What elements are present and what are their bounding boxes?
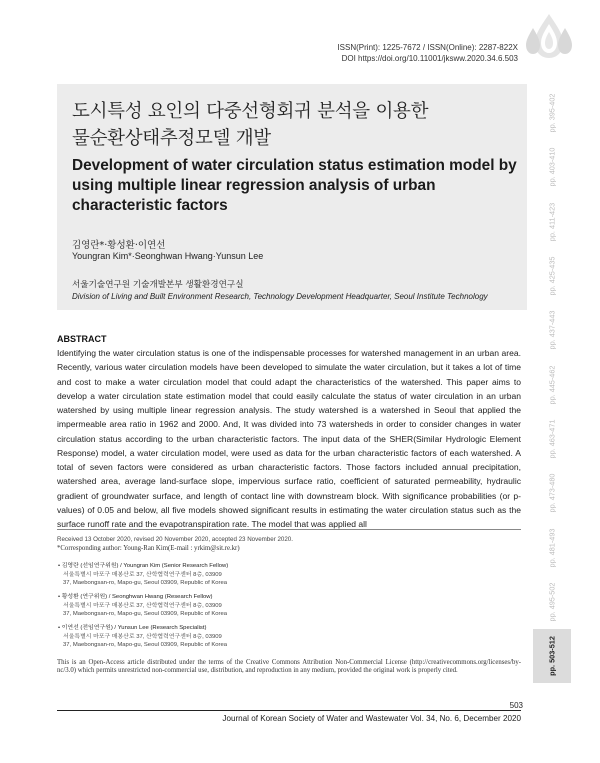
- authors-english: Youngran Kim*·Seonghwan Hwang·Yunsun Lee: [72, 251, 264, 261]
- english-title: Development of water circulation status estimation model by using multiple linear regression analysis of urban characteristic factors: [72, 157, 517, 214]
- korean-title-line-2: 물순환상태추정모델 개발: [72, 128, 271, 149]
- author-note-address-ko: 서울특별시 마포구 매봉산로 37, 산학협력연구센터 8층, 03909: [63, 571, 222, 578]
- page-range-tab-label: pp. 481-493: [547, 528, 557, 567]
- affiliation-english: Division of Living and Built Environment Research, Technology Development Headquarter, Seoul Institute Technology: [72, 292, 488, 301]
- author-note-address-en: 37, Maebongsan-ro, Mapo-gu, Seoul 03909, Republic of Korea: [63, 580, 228, 587]
- authors-korean: 김영란*·황성환·이연선: [72, 240, 166, 251]
- author-note-2: [58, 593, 227, 619]
- journal-citation: Journal of Korean Society of Water and Wastewater Vol. 34, No. 6, December 2020: [222, 714, 521, 723]
- author-note-name: • 김영란 (선임연구위원) / Youngran Kim (Senior Research Fellow): [58, 563, 229, 569]
- page-range-tab-label: pp. 437-443: [547, 310, 557, 350]
- doi-text: DOI https://doi.org/10.11001/jksww.2020.34.6.503: [341, 54, 518, 63]
- korean-title: [72, 98, 522, 152]
- abstract-text: Identifying the water circulation status is one of the indispensable processes for watershed management in an urban area. Recently, various water circulation models have been developed to simulate the water circulation, but it takes a lot of time and cost to make a water circulation model that could adapt the characteristics of the watershed. This paper aims to develop a water circulation state estimation model that could easily calculate the status of water circulation in an urban watershed by using multiple linear regression analysis. The study watershed is a watershed in Seoul that applied the impermeable area ratio in 1962 and 2000. And, It was divided into 73 watersheds in order to consider changes in water circulation status according to the urban characteristic factors. The input data of the SHER(Similar Hydrologic Element Response) model, a water circulation model, were used as data for the urban characteristic factors of each watershed. A total of seven factors were considered as urban characteristic factors. Those factors included annual precipitation, watershed area, average land-surface slope, impervious surface ratio, coefficient of saturated permeability, hydraulic gradient of groundwater surface, and length of contact line with downstream block. With significance probabilities (or p-values) of 0.05 and below, all five models showed significant results in estimating the water circulation status such as the surface runoff rate and the evapotranspiration rate. The model that was applied all: [57, 348, 521, 529]
- footnote-divider: [57, 529, 521, 530]
- author-note-name: • 황성환 (연구위원) / Seonghwan Hwang (Research Fellow): [58, 594, 213, 600]
- author-note-name: • 이연선 (전임연구원) / Yunsun Lee (Research Specialist): [58, 625, 207, 631]
- page-range-tab-label: pp. 473-480: [547, 473, 557, 513]
- author-note-1: [58, 562, 228, 588]
- page-range-tab-label: pp. 445-462: [547, 365, 557, 405]
- page-number: 503: [509, 701, 523, 710]
- license-notice: This is an Open-Access article distributed under the terms of the Creative Commons Attribution Non-Commercial License (http://creativecommons.org/licenses/by-nc/3.0) which permits unrestricted non-commercial use, distribution, and reproduction in any medium, provided the original work is properly cited.: [57, 659, 521, 675]
- corresponding-author: *Corresponding author: Young-Ran Kim(E-mail : yrkim@sit.re.kr): [57, 545, 240, 552]
- issn-text: ISSN(Print): 1225-7672 / ISSN(Online): 2287-822X: [337, 43, 518, 52]
- affiliation-korean: 서울기술연구원 기술개발본부 생활환경연구실: [72, 280, 244, 290]
- page-range-tab[interactable]: [533, 466, 571, 520]
- author-note-3: [58, 624, 227, 650]
- page-range-tab[interactable]: [533, 86, 571, 140]
- page-range-tab[interactable]: [533, 575, 571, 629]
- author-note-address-en: 37, Maebongsan-ro, Mapo-gu, Seoul 03909, Republic of Korea: [63, 642, 228, 649]
- issn-doi-block: [328, 42, 518, 64]
- page-range-tab-label: pp. 495-502: [547, 582, 557, 622]
- page-range-tab[interactable]: [533, 629, 571, 683]
- author-note-address-ko: 서울특별시 마포구 매봉산로 37, 산학협력연구센터 8층, 03909: [63, 633, 222, 640]
- page-range-tab[interactable]: [533, 520, 571, 574]
- korean-title-line-1: 도시특성 요인의 다중선형회귀 분석을 이용한: [72, 101, 429, 122]
- abstract-heading: ABSTRACT: [57, 334, 107, 344]
- page-range-tab-label: pp. 395-402: [547, 93, 557, 133]
- page-range-tab[interactable]: [533, 140, 571, 194]
- page-range-tab-label: pp. 463-471: [547, 419, 557, 459]
- page-range-tab[interactable]: [533, 357, 571, 411]
- page-range-tab-label: pp. 403-410: [547, 147, 557, 187]
- page-range-tab-label: pp. 425-435: [547, 256, 557, 296]
- page-range-tab-label: pp. 411-423: [547, 202, 557, 241]
- author-note-address-en: 37, Maebongsan-ro, Mapo-gu, Seoul 03909, Republic of Korea: [63, 611, 228, 618]
- page-range-tab[interactable]: [533, 249, 571, 303]
- page-range-tab[interactable]: [533, 195, 571, 249]
- author-note-address-ko: 서울특별시 마포구 매봉산로 37, 산학협력연구센터 8층, 03909: [63, 602, 222, 609]
- received-dates: Received 13 October 2020, revised 20 November 2020, accepted 23 November 2020.: [57, 536, 293, 543]
- page-range-tab[interactable]: [533, 412, 571, 466]
- water-drop-logo-icon: [523, 12, 575, 60]
- page-range-tab[interactable]: [533, 303, 571, 357]
- footer-divider: [57, 710, 521, 711]
- page-range-tab-label: pp. 503-512: [547, 636, 557, 676]
- page-range-tabs: [533, 86, 571, 683]
